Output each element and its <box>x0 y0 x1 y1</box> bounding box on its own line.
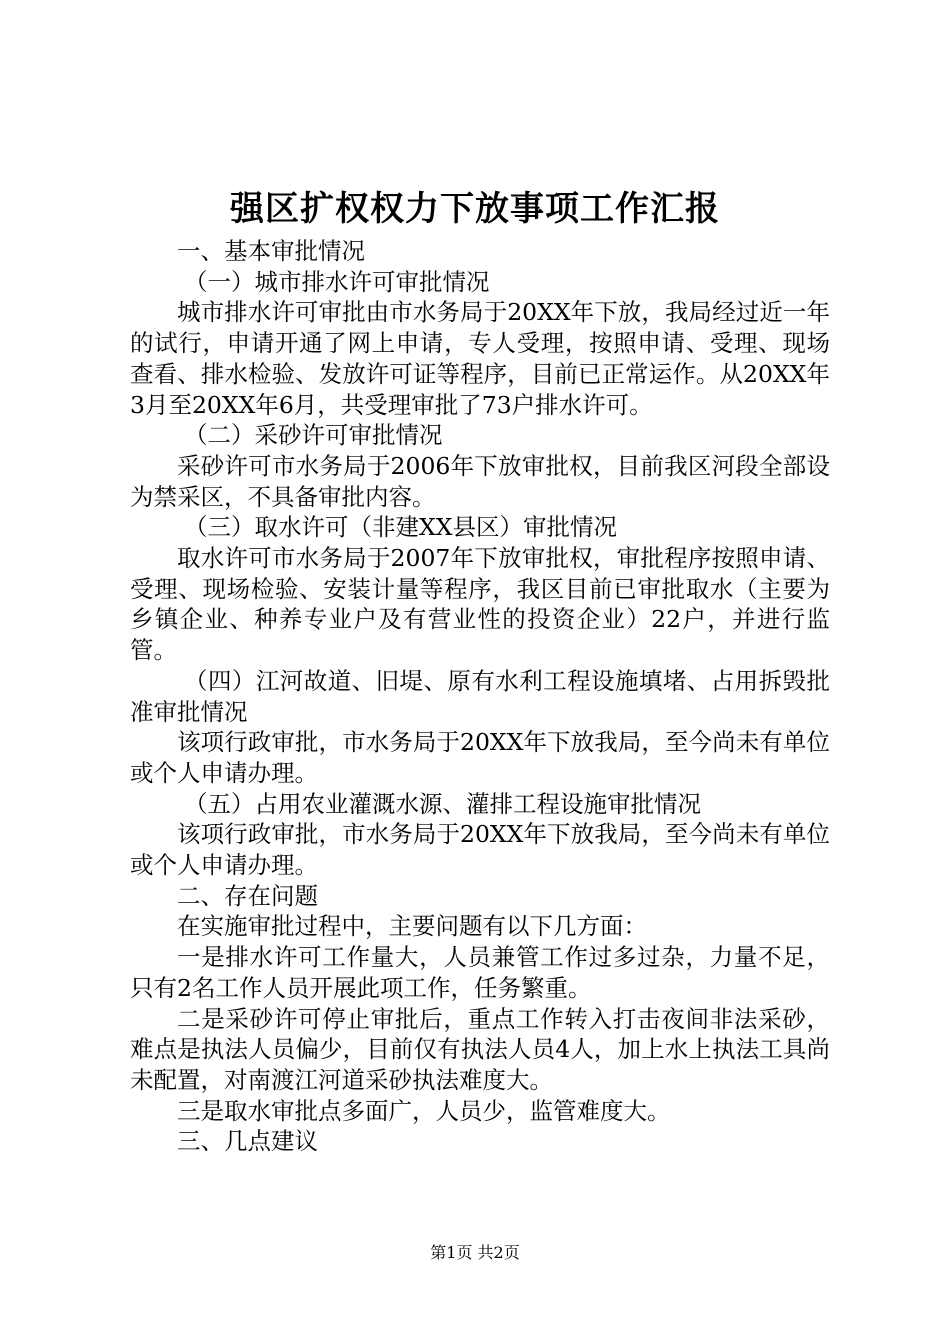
subsection-heading-3: （三）取水许可（非建XX县区）审批情况 <box>184 513 618 542</box>
subsection-heading-2: （二）采砂许可审批情况 <box>184 421 443 450</box>
subsection-heading-1: （一）城市排水许可审批情况 <box>184 267 490 296</box>
document-body <box>130 236 830 1157</box>
section-heading-3: 三、几点建议 <box>177 1127 318 1156</box>
paragraph: 采砂许可市水务局于2006年下放审批权，目前我区河段全部设为禁采区，不具备审批内容。 <box>130 451 830 511</box>
paragraph: 二是采砂许可停止审批后，重点工作转入打击夜间非法采砂，难点是执法人员偏少，目前仅有执法人员4人，加上水上执法工具尚未配置，对南渡江河道采砂执法难度大。 <box>130 1004 830 1094</box>
paragraph: 一是排水许可工作量大，人员兼管工作过多过杂，力量不足，只有2名工作人员开展此项工作，任务繁重。 <box>130 943 830 1002</box>
paragraph: 在实施审批过程中，主要问题有以下几方面： <box>177 912 647 941</box>
subsection-heading-4: （四）江河故道、旧堤、原有水利工程设施填堵、占用拆毁批准审批情况 <box>130 666 830 726</box>
page-number: 第1页 共2页 <box>430 1243 520 1262</box>
paragraph: 取水许可市水务局于2007年下放审批权，审批程序按照申请、受理、现场检验、安装计量等程序，我区目前已审批取水（主要为乡镇企业、种养专业户及有营业性的投资企业）22户，并进行监管。 <box>130 544 830 665</box>
paragraph: 三是取水审批点多面广，人员少，监管难度大。 <box>177 1096 671 1125</box>
section-heading-2: 二、存在问题 <box>177 881 318 910</box>
paragraph: 该项行政审批，市水务局于20XX年下放我局，至今尚未有单位或个人申请办理。 <box>130 820 830 880</box>
paragraph: 该项行政审批，市水务局于20XX年下放我局，至今尚未有单位或个人申请办理。 <box>130 728 830 787</box>
paragraph: 城市排水许可审批由市水务局于20XX年下放，我局经过近一年的试行，申请开通了网上申请，专人受理，按照申请、受理、现场查看、排水检验、发放许可证等程序，目前已正常运作。从20XX年3月至20XX年6月，共受理审批了73户排水许可。 <box>130 298 830 419</box>
document-title: 强区扩权权力下放事项工作汇报 <box>230 189 720 229</box>
section-heading-1: 一、基本审批情况 <box>177 237 365 265</box>
subsection-heading-5: （五）占用农业灌溉水源、灌排工程设施审批情况 <box>184 789 702 818</box>
